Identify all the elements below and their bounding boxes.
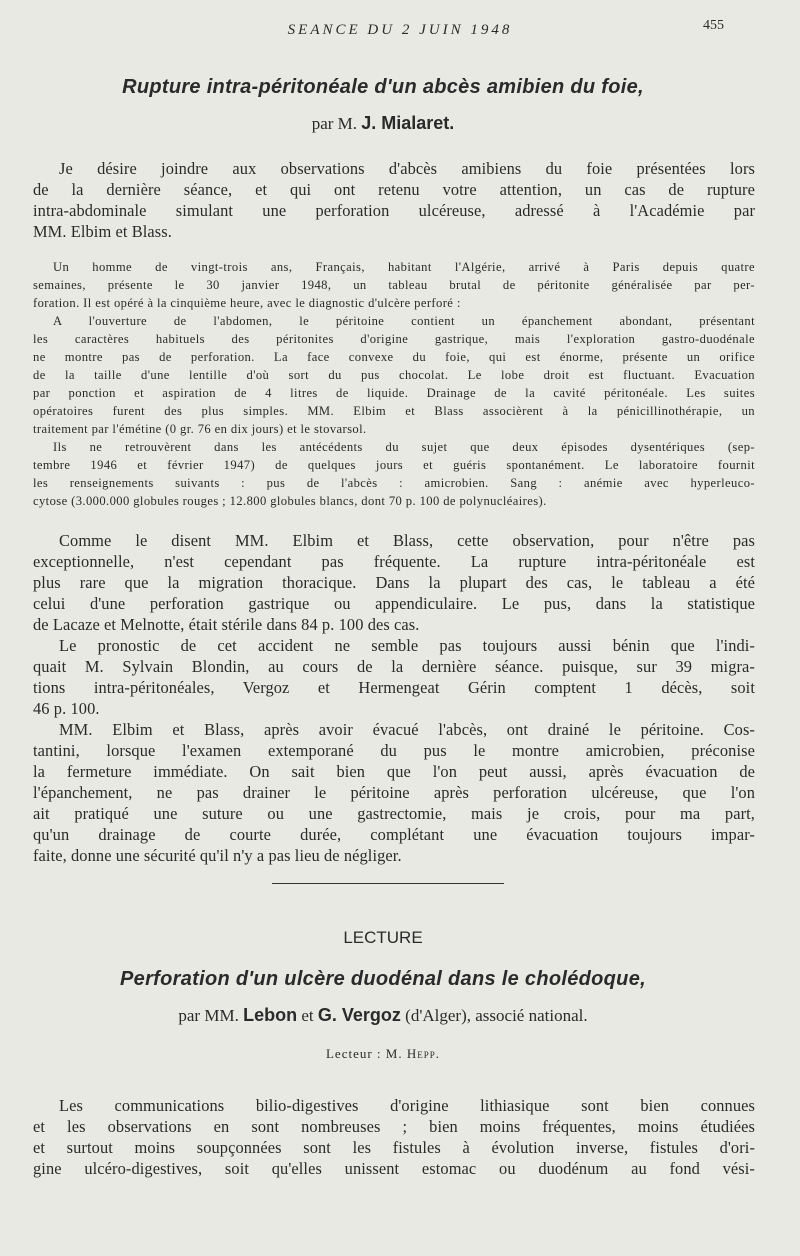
text-line: Je désire joindre aux observations d'abcès amibiens du foie présentées lors	[59, 159, 755, 178]
text-line: et surtout moins soupçonnées sont les fistules à évolution inverse, fistules d'ori-	[33, 1138, 755, 1157]
text-line: l'épanchement, ne pas drainer le péritoine après perforation ulcéreuse, que l'on	[33, 783, 755, 802]
text-line: de Lacaze et Melnotte, était stérile dans 84 p. 100 des cas.	[33, 615, 420, 634]
text-line: Un homme de vingt-trois ans, Français, habitant l'Algérie, arrivé à Paris depuis quatre	[53, 260, 755, 274]
text-line: Le pronostic de cet accident ne semble pas toujours aussi bénin que l'indi-	[59, 636, 755, 655]
text-line: plus rare que la migration thoracique. Dans la plupart des cas, le tableau a été	[33, 573, 755, 592]
text-line: tembre 1946 et février 1947) de quelques jours et guéris spontanément. Le laboratoire fournit	[33, 458, 755, 472]
text-line: quait M. Sylvain Blondin, au cours de la dernière séance. puisque, sur 39 migra-	[33, 657, 755, 676]
text-line: gine ulcéro-digestives, soit qu'elles unissent estomac ou duodénum au fond vési-	[33, 1159, 755, 1178]
text-line: qu'un drainage de courte durée, complétant une évacuation toujours impar-	[33, 825, 755, 844]
reader-name: Hepp.	[406, 1046, 441, 1061]
text-line: ait pratiqué une suture ou une gastrectomie, mais je crois, pour ma part,	[33, 804, 755, 823]
discussion-paragraphs	[33, 530, 755, 866]
article-byline	[0, 113, 766, 134]
text-line: ne montre pas de perforation. La face convexe du foie, qui est énorme, présente un orifice	[33, 350, 755, 364]
text-line: les caractères habituels des péritonites d'origine gastrique, mais l'exploration gastro-duodénale	[33, 332, 755, 346]
page-number: 455	[703, 18, 724, 33]
text-line: par ponction et aspiration de 4 litres de liquide. Drainage de la cavité péritonéale. Les suites	[33, 386, 755, 400]
text-line: de la taille d'une lentille d'où sort du pus chocolat. Le lobe droit est fluctuant. Evacuation	[33, 368, 755, 382]
running-head	[0, 18, 800, 42]
case-report	[33, 258, 755, 510]
running-title: SEANCE DU 2 JUIN 1948	[287, 22, 513, 38]
text-line: tantini, lorsque l'examen extemporané du pus le montre amicrobien, préconise	[33, 741, 755, 760]
text-line: la fermeture immédiate. On sait bien que l'on peut aussi, après évacuation de	[33, 762, 755, 781]
text-line: 46 p. 100.	[33, 699, 100, 718]
section-divider	[272, 883, 504, 884]
text-line: celui d'une perforation gastrique ou appendiculaire. Le pus, dans la statistique	[33, 594, 755, 613]
intro-paragraph	[33, 158, 755, 242]
byline-conjunction: et	[301, 1006, 314, 1025]
text-line: A l'ouverture de l'abdomen, le péritoine contient un épanchement abondant, présentant	[53, 314, 755, 328]
article-title: Perforation d'un ulcère duodénal dans le cholédoque,	[120, 968, 646, 990]
text-line: exceptionnelle, n'est cependant pas fréquente. La rupture intra-péritonéale est	[33, 552, 755, 571]
article2-body	[33, 1095, 755, 1179]
text-line: de la dernière séance, et qui ont retenu votre attention, un cas de rupture	[33, 180, 755, 199]
text-line: opératoires furent des plus simples. MM. Elbim et Blass associèrent à la pénicillinothérapie, un	[33, 404, 755, 418]
text-line: les renseignements suivants : pus de l'abcès : amicrobien. Sang : anémie avec hyperleuco-	[33, 476, 755, 490]
reader-prefix: Lecteur : M.	[325, 1046, 403, 1061]
author-name: J. Mialaret.	[361, 113, 455, 133]
text-line: faite, donne une sécurité qu'il n'y a pas lieu de négliger.	[33, 846, 402, 865]
text-line: Ils ne retrouvèrent dans les antécédents du sujet que deux épisodes dysentériques (sep-	[53, 440, 755, 454]
text-line: Les communications bilio-digestives d'origine lithiasique sont bien connues	[59, 1096, 755, 1115]
reader-line	[0, 1046, 766, 1062]
text-line: semaines, présente le 30 janvier 1948, un tableau brutal de péritonite généralisée par per-	[33, 278, 755, 292]
article-byline	[0, 1005, 766, 1026]
text-line: cytose (3.000.000 globules rouges ; 12.800 globules blancs, dont 70 p. 100 de polynucléaires).	[33, 494, 547, 508]
byline-prefix: par M.	[311, 114, 358, 133]
section-heading: LECTURE	[343, 928, 423, 947]
text-line: foration. Il est opéré à la cinquième heure, avec le diagnostic d'ulcère perforé :	[33, 296, 461, 310]
author-name: Lebon	[243, 1005, 298, 1025]
byline-prefix: par MM.	[178, 1006, 239, 1025]
text-line: intra-abdominale simulant une perforation ulcéreuse, adressé à l'Académie par	[33, 201, 755, 220]
text-line: traitement par l'émétine (0 gr. 76 en dix jours) et le stovarsol.	[33, 422, 367, 436]
text-line: MM. Elbim et Blass, après avoir évacué l'abcès, ont drainé le péritoine. Cos-	[59, 720, 755, 739]
text-line: MM. Elbim et Blass.	[33, 222, 172, 241]
text-line: tions intra-péritonéales, Vergoz et Hermengeat Gérin comptent 1 décès, soit	[33, 678, 755, 697]
text-line: Comme le disent MM. Elbim et Blass, cette observation, pour n'être pas	[59, 531, 755, 550]
text-line: et les observations en sont nombreuses ; bien moins fréquentes, moins étudiées	[33, 1117, 755, 1136]
article-title: Rupture intra-péritonéale d'un abcès amibien du foie,	[122, 76, 644, 98]
author-name: G. Vergoz	[317, 1005, 401, 1025]
author-affiliation: (d'Alger), associé national.	[405, 1006, 588, 1025]
